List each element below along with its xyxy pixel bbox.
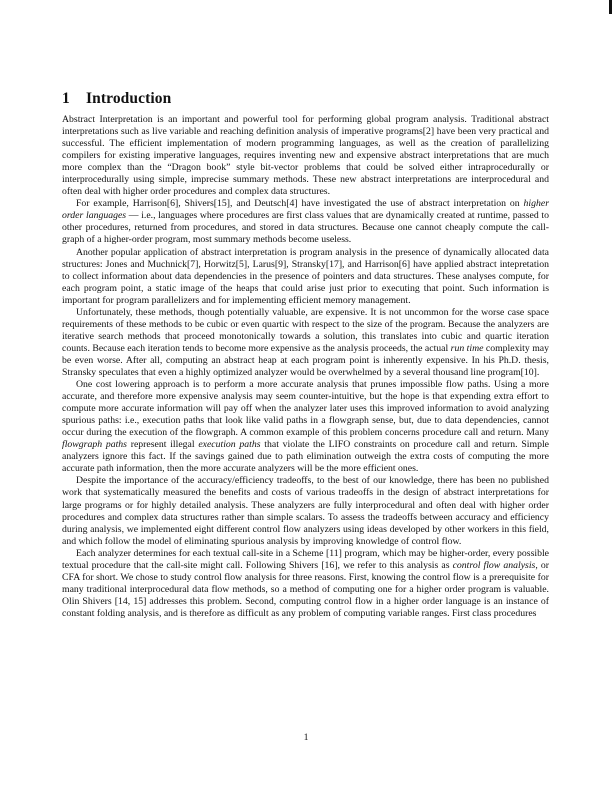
paragraph-text: One cost lowering approach is to perform a more accurate analysis that prunes impossible flow paths. Using a more accurate, and therefore more expensive analysis may seem counter-intuitive, but the hope is that expending extra effort to compute more accurate information will pay off when the analyzer later uses this improved information to avoid analyzing spurious paths: i.e., execution paths that look like valid paths in a flowgraph sense, but, due to data dependencies, cannot occur during the execution of the flowgraph. A common example of this problem concerns procedure call and return. Many	[62, 379, 549, 439]
paragraph-text: , or CFA for short. We chose to study control flow analysis for three reasons. First, knowing the control flow is a prerequisite for many traditional interprocedural data flow methods, so a method of computing one for a higher order program is valuable. Olin Shivers [14, 15] addresses this problem. Second, computing control flow in a higher order language is an instance of constant folding analysis, and is therefore as difficult as any problem of computing variable ranges. First class procedures	[62, 559, 550, 619]
paragraph-text: complexity may be even worse. After all, computing an abstract heap at each program point is inherently expensive. In his Ph.D. thesis, Stransky speculates that even a highly optimized analyzer would be overwhelmed by a several thousand line program[10].	[62, 342, 549, 378]
emphasized-term: run time	[450, 342, 484, 354]
paragraph	[62, 247, 549, 307]
paragraph-text: Abstract Interpretation is an important and powerful tool for performing global program analysis. Traditional abstract interpretations such as live variable and reaching definition analysis of imperative programs[2] have been very practical and successful. The efficient implementation of modern programming languages, as well as the creation of parallelizing compilers for existing imperative languages, requires inventing new and expensive abstract interpretations that are much more complex than the “Dragon book” style bit-vector problems that could be solved either intraprocedurally or interprocedurally using simple, imprecise summary methods. These new abstract interpretations are interprocedural and often deal with higher order procedures and complex data structures.	[62, 114, 549, 198]
body-text	[62, 114, 549, 620]
section-heading	[62, 90, 171, 108]
section-title: Introduction	[86, 90, 172, 107]
emphasized-term: flowgraph paths	[62, 439, 127, 451]
emphasized-term: execution paths	[198, 439, 261, 451]
paragraph	[62, 475, 549, 547]
emphasized-term: control flow analysis	[452, 559, 536, 571]
paragraph	[62, 548, 549, 620]
paragraph	[62, 198, 549, 246]
paragraph-text: For example, Harrison[6], Shivers[15], and Deutsch[4] have investigated the use of abstract interpretation on	[76, 198, 524, 210]
paragraph-text: Unfortunately, these methods, though potentially valuable, are expensive. It is not uncommon for the worse case space requirements of these methods to be cubic or even quartic with respect to the size of the program. Because the analyzers are iterative search methods that proceed monotonically towards a solution, this translates into cubic and quartic iteration counts. Because each iteration tends to become more expensive as the analysis proceeds, the actual	[62, 306, 549, 354]
paragraph-text: that violate the LIFO constraints on procedure call and return. Simple analyzers ignore this fact. If the savings gained due to path elimination outweigh the extra costs of computing the more accurate path information, then the more accurate analyzers will be the more efficient ones.	[62, 439, 549, 475]
paragraph-text: Each analyzer determines for each textual call-site in a Scheme [11] program, which may be higher-order, every possible textual procedure that the call-site might call. Following Shivers [16], we refer to this analysis as	[62, 547, 549, 571]
emphasized-term: higher order languages	[62, 198, 549, 222]
paragraph-text: — i.e., languages where procedures are first class values that are dynamically created at runtime, passed to other procedures, returned from procedures, and stored in data structures. Because one cannot cheaply compute the call-graph of a higher-order program, most summary methods become useless.	[62, 210, 550, 246]
paragraph	[62, 379, 549, 475]
section-number: 1	[62, 90, 70, 107]
paragraph	[62, 307, 549, 379]
paragraph-text: Despite the importance of the accuracy/efficiency tradeoffs, to the best of our knowledge, there has been no published work that systematically measured the benefits and costs of various tradeoffs in the design of abstract interpretations for large programs or for highly detailed analysis. These analyzers are fully interprocedural and often deal with higher order procedures and complex data structures rather than simple scalars. To assess the tradeoffs between accuracy and efficiency during analysis, we implemented eight different control flow analyzers using ideas developed by other workers in this field, and which follow the model of eliminating spurious analysis by improving knowledge of control flow.	[62, 475, 549, 547]
page-number: 1	[303, 732, 309, 743]
paragraph-text: Another popular application of abstract interpretation is program analysis in the presence of dynamically allocated data structures: Jones and Muchnick[7], Horwitz[5], Larus[9], Stransky[17], and Harrison[6] have applied abstract intepretation to collect information about data dependencies in the presence of pointers and data structures. These analyses compute, for each program point, a static image of the heaps that could arise just prior to executing that point. Such information is important for program parallelizers and for implementing efficient memory management.	[62, 246, 549, 306]
paragraph	[62, 114, 549, 198]
paragraph-text: represent illegal	[126, 439, 199, 451]
